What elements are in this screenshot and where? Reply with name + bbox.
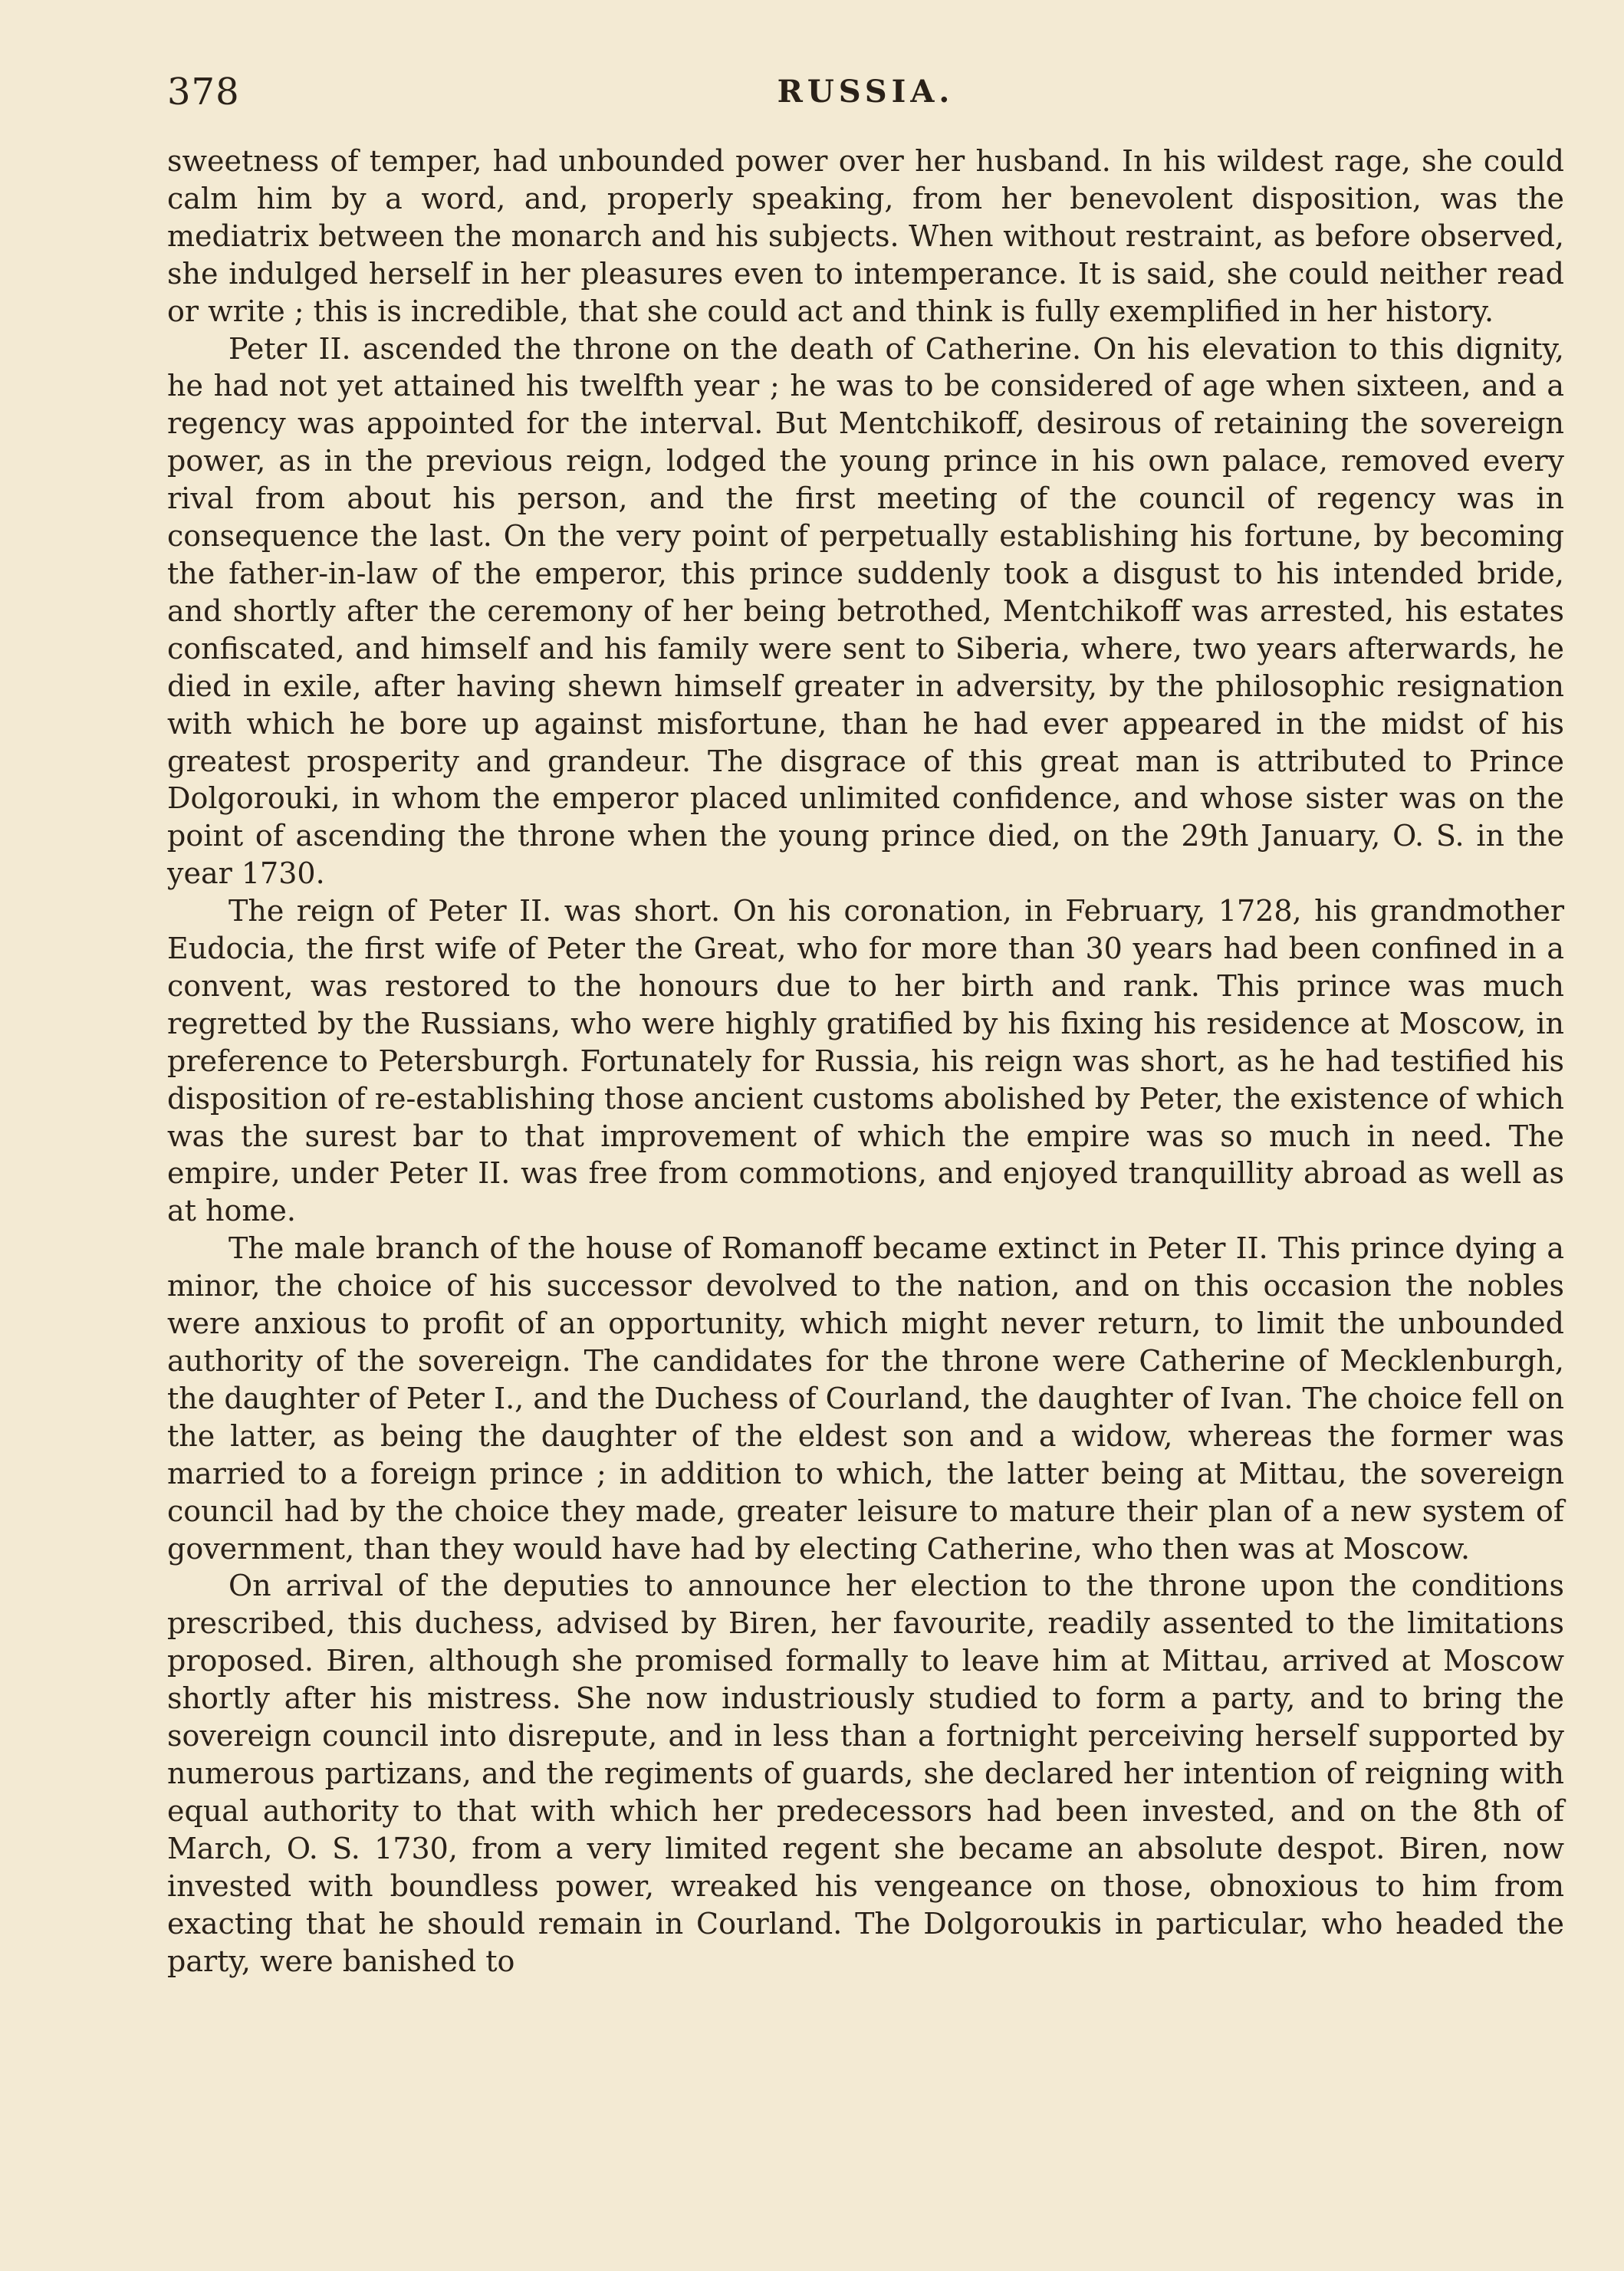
paragraph: The reign of Peter II. was short. On his coronation, in February, 1728, his grandmother Eudocia, the first wife of Peter the Great, who for more than 30 years had been confined in a convent, was restored to the honours due to her birth and rank. This prince was much regretted by the Russians, who were highly gratified by his fixing his residence at Moscow, in preference to Petersburgh. Fortunately for Russia, his reign was short, as he had testified his disposition of re-establishing those ancient customs abolished by Peter, the existence of which was the surest bar to that improvement of which the empire was so much in need. The empire, under Peter II. was free from commotions, and enjoyed tranquillity abroad as well as at home. xyxy=(167,894,1564,1228)
body-text xyxy=(167,143,1564,1980)
paragraph: Peter II. ascended the throne on the death of Catherine. On his elevation to this dignity, he had not yet attained his twelfth year ; he was to be considered of age when sixteen, and a regency was appointed for the interval. But Mentchikoff, desirous of retaining the sovereign power, as in the previous reign, lodged the young prince in his own palace, removed every rival from about his person, and the first meeting of the council of regency was in consequence the last. On the very point of perpetually establishing his fortune, by becoming the father-in-law of the emperor, this prince suddenly took a disgust to his intended bride, and shortly after the ceremony of her being betrothed, Mentchikoff was arrested, his estates confiscated, and himself and his family were sent to Siberia, where, two years afterwards, he died in exile, after having shewn himself greater in adversity, by the philosophic resignation with which he bore up against misfortune, than he had ever appeared in the midst of his greatest prosperity and grandeur. The disgrace of this great man is attributed to Prince Dolgorouki, in whom the emperor placed unlimited confidence, and whose sister was on the point of ascending the throne when the young prince died, on the 29th January, O. S. in the year 1730. xyxy=(167,331,1564,891)
running-title: RUSSIA. xyxy=(777,74,955,110)
paragraph: The male branch of the house of Romanoff became extinct in Peter II. This prince dying a minor, the choice of his successor devolved to the nation, and on this occasion the nobles were anxious to profit of an opportunity, which might never return, to limit the unbounded authority of the sovereign. The candidates for the throne were Catherine of Mecklenburgh, the daughter of Peter I., and the Duchess of Courland, the daughter of Ivan. The choice fell on the latter, as being the daughter of the eldest son and a widow, whereas the former was married to a foreign prince ; in addition to which, the latter being at Mittau, the sovereign council had by the choice they made, greater leisure to mature their plan of a new system of government, than they would have had by electing Catherine, who then was at Moscow. xyxy=(167,1231,1564,1566)
paragraph: On arrival of the deputies to announce her election to the throne upon the conditions prescribed, this duchess, advised by Biren, her favourite, readily assented to the limitations proposed. Biren, although she promised formally to leave him at Mittau, arrived at Moscow shortly after his mistress. She now industriously studied to form a party, and to bring the sovereign council into disrepute, and in less than a fortnight perceiving herself supported by numerous partizans, and the regiments of guards, she declared her intention of reigning with equal authority to that with which her predecessors had been invested, and on the 8th of March, O. S. 1730, from a very limited regent she became an absolute despot. Biren, now invested with boundless power, wreaked his vengeance on those, obnoxious to him from exacting that he should remain in Courland. The Dolgoroukis in particular, who headed the party, were banished to xyxy=(167,1569,1564,1978)
page-number: 378 xyxy=(167,71,240,113)
paragraph-continuation: sweetness of temper, had unbounded power over her husband. In his wildest rage, she could calm him by a word, and, properly speaking, from her benevolent disposition, was the mediatrix between the monarch and his subjects. When without restraint, as before observed, she indulged herself in her pleasures even to intemperance. It is said, she could neither read or write ; this is incredible, that she could act and think is fully exemplified in her history. xyxy=(167,144,1564,328)
page-header xyxy=(167,71,1564,117)
